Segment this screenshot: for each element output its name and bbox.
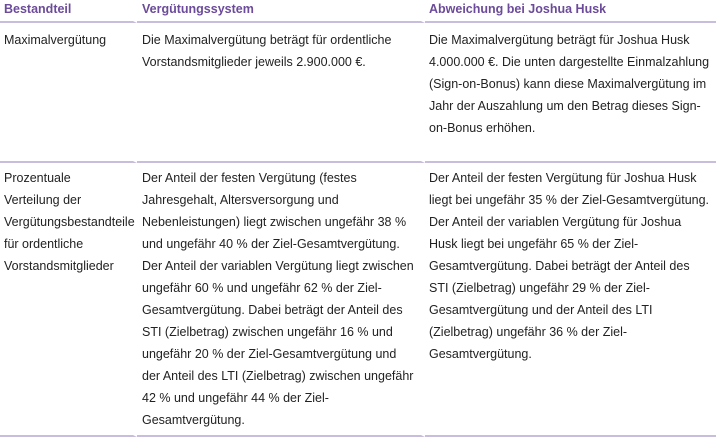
cell-deviation-text: Die Maximalvergütung beträgt für Joshua Husk 4.000.000 €. Die unten dargestellte Einmalzahlung (Sign-on-Bonus) kann diese Maximalvergütung im Jahr der Auszahlung um den Betrag dieses Sign-on-Bonus erhöhen. bbox=[429, 33, 710, 135]
cell-deviation-text: Der Anteil der festen Vergütung für Joshua Husk liegt bei ungefähr 35 % der Ziel-Gesamtvergütung. Der Anteil der variablen Vergütung für Joshua Husk liegt bei ungefähr 65 % der Ziel-Gesamtvergütung. Dabei beträgt der Anteil des STI (Zielbetrag) ungefähr 29 % der Ziel-Gesamtvergütung und der Anteil des LTI (Zielbetrag) ungefähr 36 % der Ziel-Gesamtvergütung. bbox=[429, 171, 710, 361]
cell-component bbox=[0, 163, 137, 437]
table-row-maximum-compensation bbox=[0, 23, 716, 163]
cell-component-text: Maximalvergütung bbox=[4, 33, 107, 47]
cell-component bbox=[0, 23, 137, 163]
header-row bbox=[0, 0, 716, 23]
cell-system-text: Die Maximalvergütung beträgt für ordentliche Vorstandsmitglieder jeweils 2.900.000 €. bbox=[142, 33, 392, 69]
table-row-percentage-distribution bbox=[0, 163, 716, 437]
cell-system bbox=[137, 163, 425, 437]
header-component: Bestandteil bbox=[0, 0, 137, 23]
cell-component-text: Prozentuale Verteilung der Vergütungsbestandteile für ordentliche Vorstandsmitglieder bbox=[4, 171, 135, 273]
header-deviation: Abweichung bei Joshua Husk bbox=[425, 0, 716, 23]
cell-deviation bbox=[425, 163, 716, 437]
cell-system bbox=[137, 23, 425, 163]
cell-deviation bbox=[425, 23, 716, 163]
cell-system-text: Der Anteil der festen Vergütung (festes Jahresgehalt, Altersversorgung und Nebenleistungen) liegt zwischen ungefähr 38 % und ungefähr 40 % der Ziel-Gesamtvergütung. Der Anteil der variablen Vergütung liegt zwischen ungefähr 60 % und ungefähr 62 % der Ziel-Gesamtvergütung. Dabei beträgt der Anteil des STI (Zielbetrag) zwischen ungefähr 16 % und ungefähr 20 % der Ziel-Gesamtvergütung und der Anteil des LTI (Zielbetrag) zwischen ungefähr 42 % und ungefähr 44 % der Ziel-Gesamtvergütung. bbox=[142, 171, 414, 427]
table-body bbox=[0, 23, 716, 437]
table-header bbox=[0, 0, 716, 23]
header-compensation-system: Vergütungssystem bbox=[137, 0, 425, 23]
